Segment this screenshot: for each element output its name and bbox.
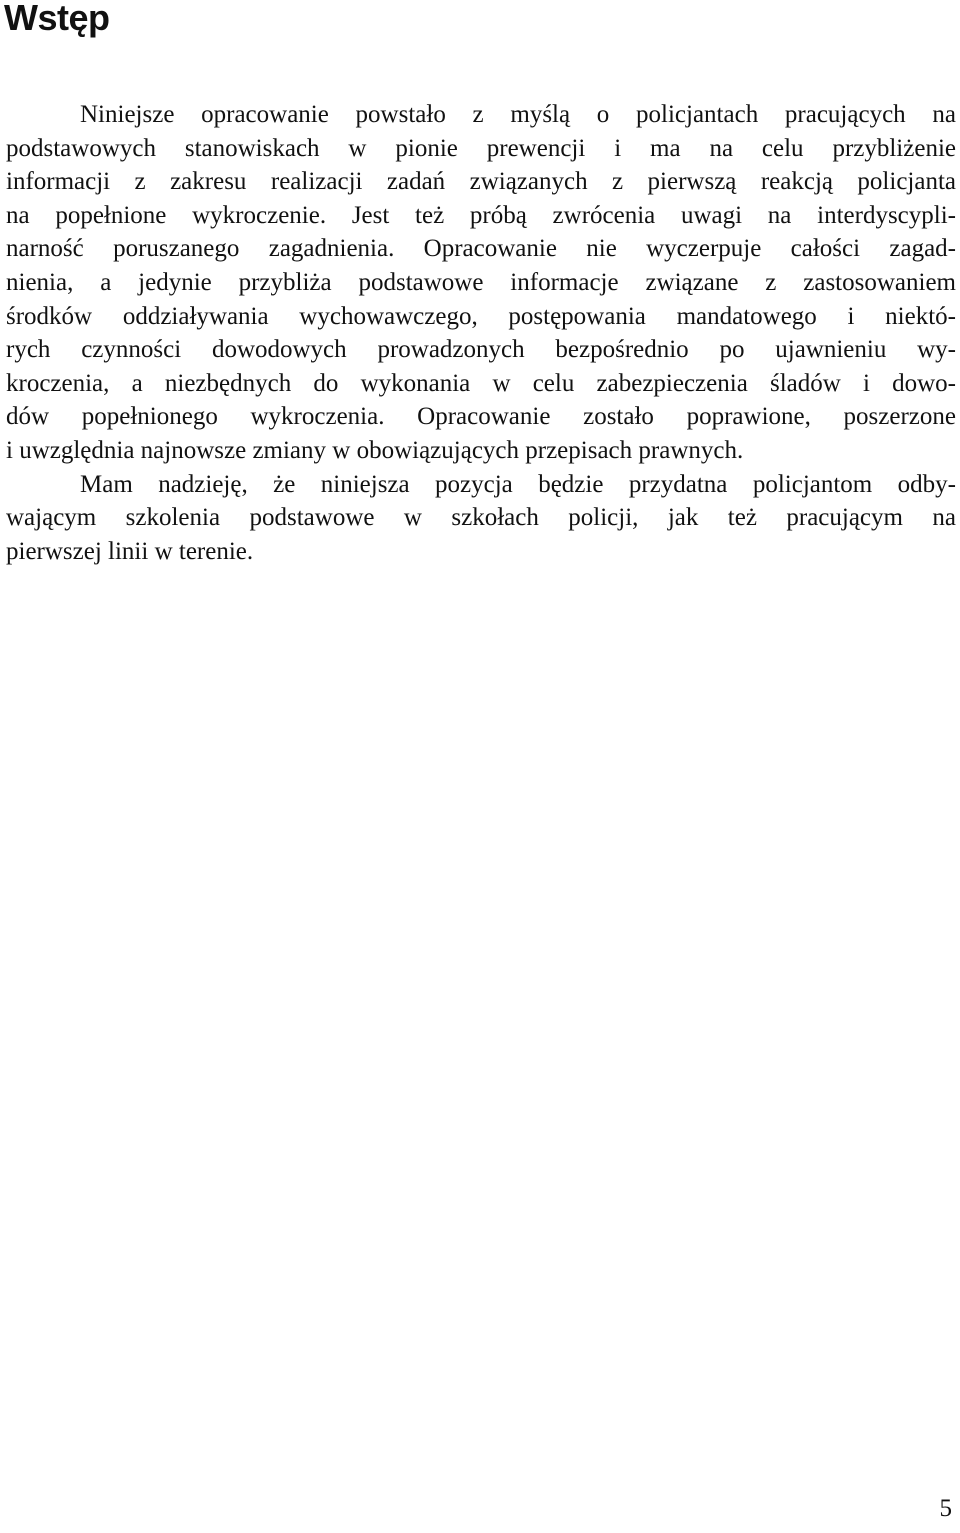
paragraph-1 <box>6 98 956 468</box>
page-title: Wstęp <box>4 0 110 38</box>
text-line: wającym szkolenia podstawowe w szkołach policji, jak też pracującym na <box>6 504 956 532</box>
page-number: 5 <box>939 1495 952 1522</box>
text-line: podstawowych stanowiskach w pionie prewencji i ma na celu przybliżenie <box>6 134 956 162</box>
text-line: kroczenia, a niezbędnych do wykonania w celu zabezpieczenia śladów i dowo- <box>6 369 956 397</box>
text-line: Niniejsze opracowanie powstało z myślą o policjantach pracujących na <box>80 101 956 128</box>
text-line: rych czynności dowodowych prowadzonych bezpośrednio po ujawnieniu wy- <box>6 336 956 364</box>
text-line: i uwzględnia najnowsze zmiany w obowiązujących przepisach prawnych. <box>6 436 744 464</box>
text-line: narność poruszanego zagadnienia. Opracowanie nie wyczerpuje całości zagad- <box>6 235 956 263</box>
body-text <box>6 98 956 568</box>
text-line: informacji z zakresu realizacji zadań związanych z pierwszą reakcją policjanta <box>6 168 956 196</box>
text-line: Mam nadzieję, że niniejsza pozycja będzie przydatna policjantom odby- <box>80 470 956 498</box>
text-line: pierwszej linii w terenie. <box>6 537 254 565</box>
text-line: środków oddziaływania wychowawczego, postępowania mandatowego i niektó- <box>6 302 956 330</box>
text-line: nienia, a jedynie przybliża podstawowe informacje związane z zastosowaniem <box>6 268 956 296</box>
text-line: dów popełnionego wykroczenia. Opracowanie zostało poprawione, poszerzone <box>6 403 956 431</box>
paragraph-2 <box>6 468 956 569</box>
text-line: na popełnione wykroczenie. Jest też próbą zwrócenia uwagi na interdyscypli- <box>6 201 956 229</box>
